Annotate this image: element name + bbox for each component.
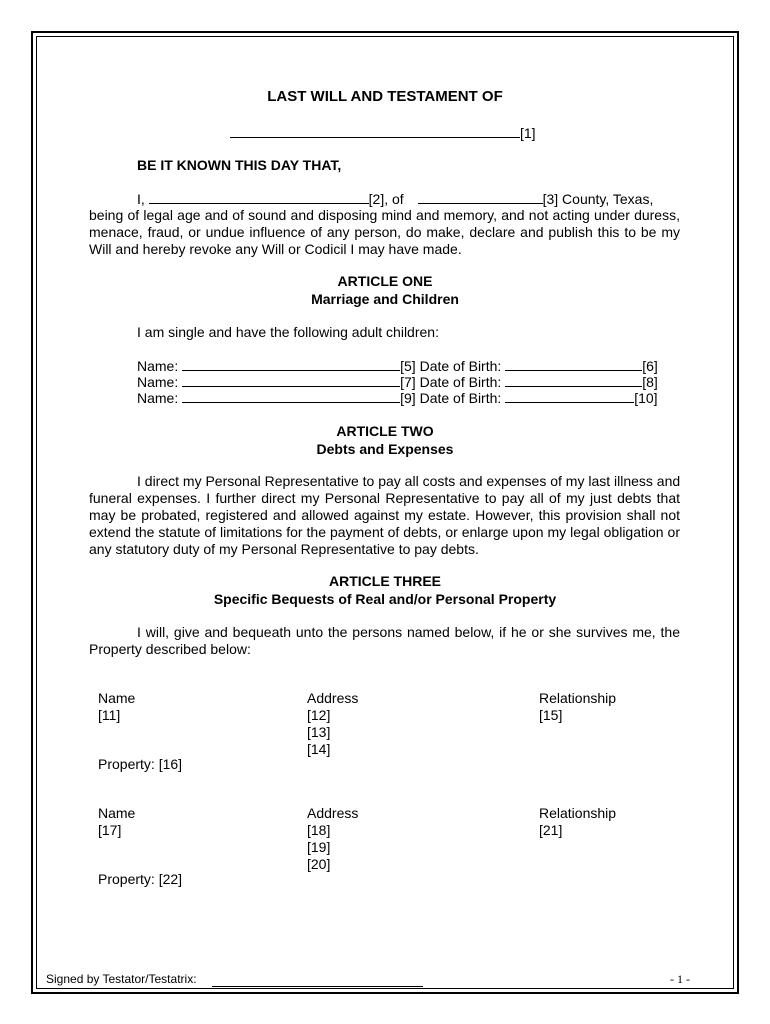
bequest-paragraph: I will, give and bequeath unto the persons named below, if he or she survives me, the Property described below: bbox=[89, 624, 680, 657]
blank-line bbox=[230, 124, 520, 138]
intro-paragraph: being of legal age and of sound and disposing mind and memory, and not acting under duress, menace, fraud, or undue influence of any person, do make, declare and publish this to be my Will and hereby revoke any Will or Codicil I may have made. bbox=[89, 207, 680, 257]
bequest-property: Property: [16] bbox=[98, 756, 183, 772]
bequest-property: Property: [22] bbox=[98, 871, 183, 887]
child-dob-blank[interactable] bbox=[505, 373, 642, 387]
bequest-address-column: Address [12] [13] [14] bbox=[307, 690, 359, 757]
page-number: - 1 - bbox=[670, 972, 690, 986]
article-two-subheading: Debts and Expenses bbox=[316, 441, 454, 457]
bequest-relationship-column: Relationship [15] bbox=[539, 690, 617, 723]
signature-line[interactable] bbox=[212, 986, 423, 987]
known-statement: BE IT KNOWN THIS DAY THAT, bbox=[137, 157, 342, 173]
bequest-name-column: Name [17] bbox=[98, 805, 136, 838]
article-three-subheading: Specific Bequests of Real and/or Personal Property bbox=[213, 591, 557, 607]
name-blank[interactable] bbox=[149, 190, 369, 204]
child-row[interactable]: Name: [5] Date of Birth: [6] bbox=[137, 358, 658, 374]
child-name-blank[interactable] bbox=[182, 373, 400, 387]
field-ref: [1] bbox=[520, 125, 536, 141]
child-dob-blank[interactable] bbox=[505, 357, 642, 371]
signature-label: Signed by Testator/Testatrix: bbox=[46, 972, 197, 986]
child-dob-blank[interactable] bbox=[505, 389, 634, 403]
document-title: LAST WILL AND TESTAMENT OF bbox=[267, 88, 503, 105]
bequest-address-column: Address [18] [19] [20] bbox=[307, 805, 359, 872]
debts-paragraph: I direct my Personal Representative to pay all costs and expenses of my last illness and funeral expenses. I further direct my Personal Representative to pay all of my just debts that may be probated, registered and allowed against my estate. However, this provision shall not extend the statute of limitations for the payment of debts, or enlarge upon my legal obligation or any statutory duty of my Personal Representative to pay debts. bbox=[89, 473, 681, 557]
testator-name-field[interactable] bbox=[230, 124, 536, 142]
child-name-blank[interactable] bbox=[182, 357, 400, 371]
article-one-subheading: Marriage and Children bbox=[311, 291, 459, 307]
child-row[interactable]: Name: [9] Date of Birth: [10] bbox=[137, 390, 658, 406]
child-name-blank[interactable] bbox=[182, 389, 400, 403]
county-blank[interactable] bbox=[418, 190, 543, 204]
article-two-heading: ARTICLE TWO bbox=[336, 423, 434, 439]
children-statement: I am single and have the following adult children: bbox=[137, 324, 439, 340]
child-row[interactable]: Name: [7] Date of Birth: [8] bbox=[137, 374, 658, 390]
bequest-relationship-column: Relationship [21] bbox=[539, 805, 617, 838]
bequest-name-column: Name [11] bbox=[98, 690, 136, 723]
article-one-heading: ARTICLE ONE bbox=[337, 273, 433, 289]
article-three-heading: ARTICLE THREE bbox=[329, 573, 441, 589]
intro-line-1: I, [2], of [3] County, Texas, bbox=[137, 191, 654, 207]
